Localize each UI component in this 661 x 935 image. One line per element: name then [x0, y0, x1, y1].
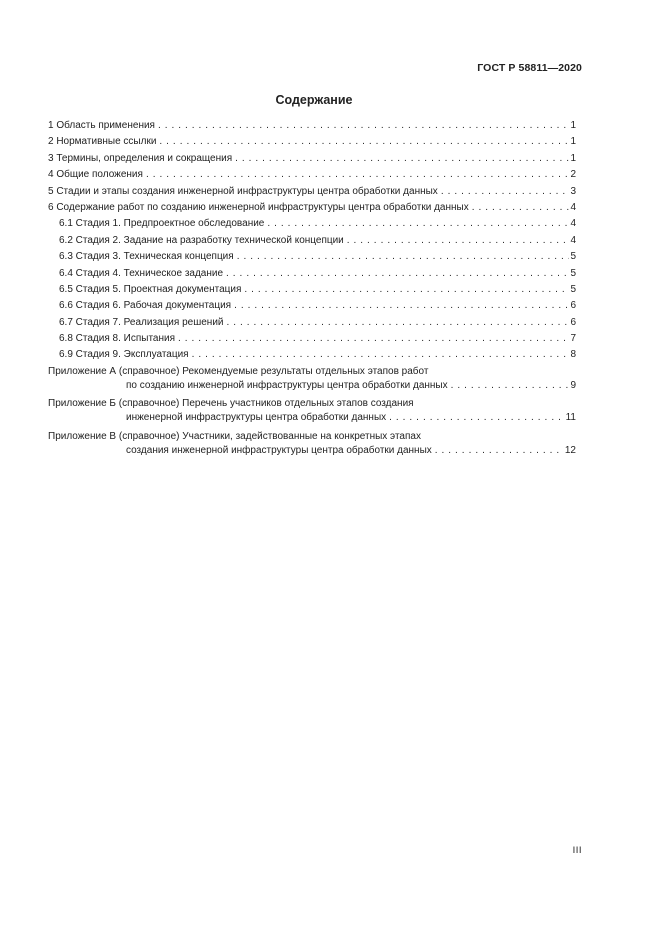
- toc-entry-label: инженерной инфраструктуры центра обработки данных: [126, 412, 387, 424]
- toc-annex-title: Приложение Б (справочное) Перечень участников отдельных этапов создания: [48, 398, 414, 410]
- toc-annex-title: Приложение А (справочное) Рекомендуемые результаты отдельных этапов работ: [48, 365, 429, 377]
- toc-entry-page: 6: [570, 316, 576, 328]
- toc-annex-continuation: [48, 379, 576, 394]
- toc-leader-dots: [237, 249, 570, 265]
- toc-entry-label: 6.6 Стадия 6. Рабочая документация: [59, 300, 232, 312]
- toc-annex-title: Приложение В (справочное) Участники, задействованные на конкретных этапах: [48, 430, 421, 442]
- toc-leader-dots: [441, 184, 570, 200]
- toc-entry-page: 12: [564, 444, 576, 456]
- toc-entry-page: 6: [570, 300, 576, 312]
- toc-entry-2[interactable]: [48, 134, 576, 150]
- toc-entry-label: 6.3 Стадия 3. Техническая концепция: [59, 251, 234, 263]
- toc-leader-dots: [347, 233, 570, 249]
- toc-entry-label: 1 Область применения: [48, 120, 155, 131]
- toc-entry-label: 5 Стадии и этапы создания инженерной инфраструктуры центра обработки данных: [48, 185, 438, 197]
- toc-entry-page: 8: [570, 349, 576, 361]
- toc-entry-page: 1: [570, 136, 576, 148]
- toc-entry-label: создания инженерной инфраструктуры центра обработки данных: [126, 444, 432, 456]
- toc-annex-continuation: [48, 411, 576, 426]
- toc-entry-label: 6 Содержание работ по созданию инженерной инфраструктуры центра обработки данных: [48, 201, 469, 213]
- toc-entry-6-7[interactable]: [48, 315, 576, 331]
- toc-entry-6[interactable]: [48, 200, 576, 216]
- toc-entry-label: по созданию инженерной инфраструктуры центра обработки данных: [126, 379, 448, 391]
- toc-entry-label: 4 Общие положения: [48, 169, 143, 181]
- toc-entry-page: 5: [570, 251, 576, 263]
- toc-entry-label: 6.7 Стадия 7. Реализация решений: [59, 316, 224, 328]
- document-code: ГОСТ Р 58811—2020: [477, 62, 582, 74]
- toc-entry-page: 7: [570, 333, 576, 345]
- toc-leader-dots: [178, 331, 569, 347]
- toc-entry-page: 2: [570, 169, 576, 181]
- toc-leader-dots: [227, 315, 570, 331]
- toc-annex-a[interactable]: [48, 364, 576, 394]
- toc-entry-label: 3 Термины, определения и сокращения: [48, 152, 233, 164]
- toc-entry-1[interactable]: [48, 118, 576, 134]
- toc-entry-label: 6.2 Стадия 2. Задание на разработку технической концепции: [59, 234, 344, 246]
- toc-leader-dots: [192, 347, 570, 363]
- toc-leader-dots: [234, 298, 569, 314]
- toc-entry-6-1[interactable]: [48, 216, 576, 232]
- toc-entry-page: 5: [570, 283, 576, 295]
- toc-entry-label: 2 Нормативные ссылки: [48, 136, 157, 148]
- toc-title: Содержание: [275, 93, 353, 107]
- toc-entry-6-6[interactable]: [48, 298, 576, 314]
- toc-entry-6-3[interactable]: [48, 249, 576, 265]
- toc-entry-page: 9: [570, 379, 576, 391]
- toc-entry-6-4[interactable]: [48, 266, 576, 282]
- toc-leader-dots: [146, 167, 570, 183]
- toc-leader-dots: [451, 379, 570, 394]
- toc-entry-6-5[interactable]: [48, 282, 576, 298]
- toc-entry-page: 1: [570, 152, 576, 164]
- toc-leader-dots: [472, 200, 570, 216]
- toc-entry-6-8[interactable]: [48, 331, 576, 347]
- toc-entry-label: 6.8 Стадия 8. Испытания: [59, 333, 176, 345]
- toc-leader-dots: [226, 266, 569, 282]
- toc-leader-dots: [158, 118, 569, 134]
- toc-leader-dots: [235, 151, 569, 167]
- toc-leader-dots: [389, 411, 564, 426]
- toc-entry-3[interactable]: [48, 151, 576, 167]
- toc-entry-label: 6.4 Стадия 4. Техническое задание: [59, 267, 224, 279]
- page-number: III: [572, 845, 582, 856]
- toc-entry-label: 6.5 Стадия 5. Проектная документация: [59, 283, 242, 295]
- table-of-contents: [48, 118, 576, 458]
- toc-annex-b[interactable]: [48, 396, 576, 426]
- toc-entry-page: 4: [570, 234, 576, 246]
- toc-entry-page: 4: [570, 201, 576, 213]
- toc-annex-v[interactable]: [48, 429, 576, 459]
- toc-entry-page: 11: [565, 412, 576, 424]
- toc-entry-page: 5: [570, 267, 576, 279]
- toc-entry-page: 4: [570, 218, 576, 230]
- toc-leader-dots: [267, 216, 569, 232]
- toc-entry-page: 3: [570, 185, 576, 197]
- toc-entry-6-9[interactable]: [48, 347, 576, 363]
- toc-entry-5[interactable]: [48, 184, 576, 200]
- toc-leader-dots: [159, 134, 569, 150]
- toc-entry-label: 6.1 Стадия 1. Предпроектное обследование: [59, 218, 265, 230]
- toc-annex-continuation: [48, 444, 576, 459]
- toc-entry-label: 6.9 Стадия 9. Эксплуатация: [59, 349, 189, 361]
- toc-leader-dots: [244, 282, 569, 298]
- toc-entry-page: 1: [570, 120, 576, 131]
- toc-leader-dots: [435, 444, 564, 459]
- toc-entry-4[interactable]: [48, 167, 576, 183]
- toc-entry-6-2[interactable]: [48, 233, 576, 249]
